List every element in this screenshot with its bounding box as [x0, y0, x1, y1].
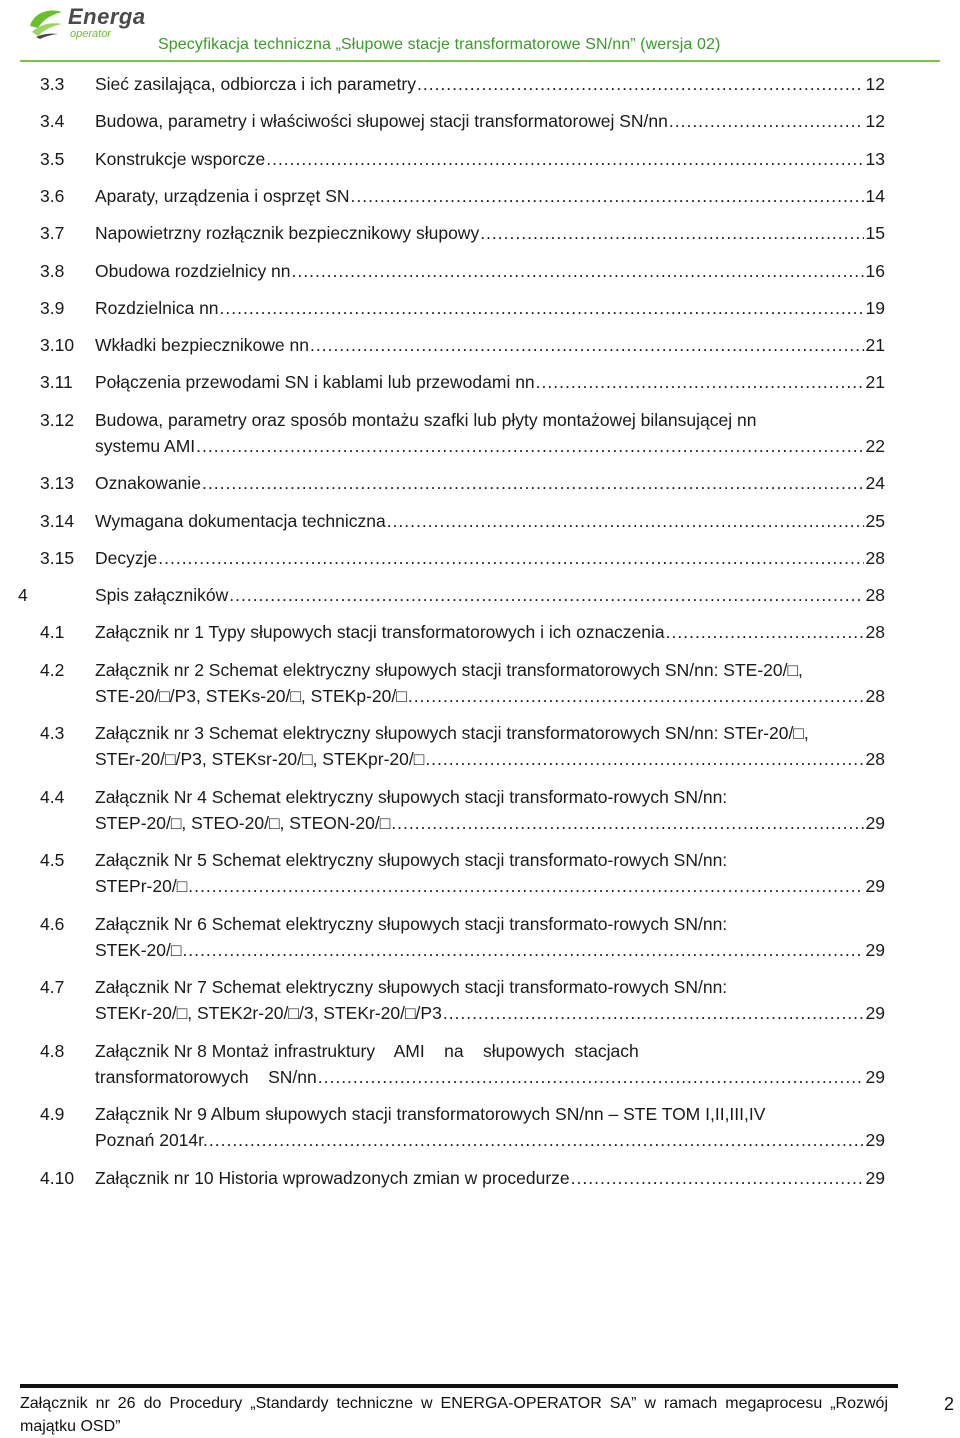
toc-entry-title: STEK-20/□	[95, 939, 182, 960]
footer-caption: Załącznik nr 26 do Procedury „Standardy techniczne w ENERGA-OPERATOR SA” w ramach megaprocesu „Rozwój majątku OSD”	[20, 1395, 888, 1435]
toc-entry-title: Załącznik nr 10 Historia wprowadzonych zmian w procedurze	[95, 1167, 570, 1188]
toc-entry-page: 21	[865, 335, 885, 356]
toc-dot-leader	[182, 937, 863, 963]
toc-entry-title: Budowa, parametry oraz sposób montażu szafki lub płyty montażowej bilansującej nn	[95, 409, 757, 430]
toc-entry-title: Wymagana dokumentacja techniczna	[95, 510, 386, 531]
toc-dot-leader	[391, 810, 863, 836]
toc-entry-number: 3.13	[40, 473, 75, 494]
toc-entry-number: 4.10	[40, 1167, 75, 1188]
toc-entry-page: 25	[865, 510, 885, 531]
toc-entry-title: Decyzje	[95, 547, 158, 568]
toc-dot-leader	[202, 470, 863, 496]
toc-dot-leader	[387, 508, 864, 534]
toc-entry-number: 4.4	[40, 786, 65, 807]
toc-entry-number: 3.11	[40, 372, 73, 393]
toc-entry-number: 4.6	[40, 913, 65, 934]
toc-dot-leader	[408, 683, 864, 709]
toc-entry-number: 3.10	[40, 335, 75, 356]
toc-entry-page: 28	[865, 685, 885, 706]
toc-dot-leader	[351, 183, 864, 209]
toc-entry-page: 29	[865, 812, 885, 833]
toc-dot-leader	[209, 1127, 864, 1153]
logo-wordmark: Energa	[68, 4, 146, 29]
toc-entry-page: 21	[865, 372, 885, 393]
toc-entry-title: systemu AMI	[95, 435, 196, 456]
toc-entry-title: Załącznik nr 3 Schemat elektryczny słupowych stacji transformatorowych SN/nn: STEr-20/□,	[95, 723, 809, 744]
toc-dot-leader	[292, 258, 864, 284]
toc-entry-number: 3.14	[40, 510, 75, 531]
toc-entry-number: 3.12	[40, 409, 75, 430]
toc-entry-page: 19	[865, 297, 885, 318]
toc-entry-title: Załącznik nr 1 Typy słupowych stacji transformatorowych i ich oznaczenia	[95, 622, 665, 643]
toc-entry-number: 4.9	[40, 1104, 65, 1125]
toc-entry-title: transformatorowych SN/nn	[95, 1066, 317, 1087]
toc-entry-number: 4.7	[40, 977, 65, 998]
toc-entry-page: 16	[865, 260, 885, 281]
toc-entry-number: 4.3	[40, 723, 65, 744]
logo-subtitle: operator	[70, 28, 111, 40]
toc-entry-page: 12	[865, 111, 885, 132]
toc-dot-leader	[480, 220, 863, 246]
toc-dot-leader	[158, 545, 863, 571]
toc-entry-page: 29	[865, 1003, 885, 1024]
toc-dot-leader	[536, 369, 864, 395]
toc-entry-title: Sieć zasilająca, odbiorcza i ich parametry	[95, 74, 416, 94]
toc-entry-number: 4	[18, 585, 28, 606]
toc-entry-title: STEP-20/□, STEO-20/□, STEON-20/□	[95, 812, 391, 833]
toc-entry-number: 4.1	[40, 622, 65, 643]
toc-dot-leader	[571, 1165, 864, 1191]
toc-entry-page: 29	[865, 1167, 885, 1188]
toc-entry-number: 3.8	[40, 260, 65, 281]
toc-entry-number: 3.3	[40, 74, 65, 94]
toc-entry-number: 4.5	[40, 850, 65, 871]
toc-entry-title: Wkładki bezpiecznikowe nn	[95, 335, 309, 356]
toc-entry-title: Napowietrzny rozłącznik bezpiecznikowy słupowy	[95, 223, 480, 244]
toc-entry-title: Spis załączników	[95, 585, 229, 606]
page-number: 2	[944, 1394, 955, 1414]
toc-entry-title: Poznań 2014r.	[95, 1130, 208, 1151]
toc-dot-leader	[310, 332, 864, 358]
toc-entry-number: 4.2	[40, 659, 65, 680]
toc-entry-page: 29	[865, 1066, 885, 1087]
toc-dot-leader	[220, 295, 864, 321]
toc-dot-leader	[196, 433, 863, 459]
toc-entry-page: 29	[865, 876, 885, 897]
toc-dot-leader	[417, 71, 864, 97]
toc-entry-page: 14	[865, 185, 885, 206]
toc-dot-leader	[188, 873, 863, 899]
toc-entry-title: STEPr-20/□	[95, 876, 188, 897]
toc-entry-title: STE-20/□/P3, STEKs-20/□, STEKp-20/□	[95, 685, 407, 706]
toc-entry-title: Załącznik Nr 7 Schemat elektryczny słupowych stacji transformato-rowych SN/nn:	[95, 977, 728, 998]
toc-dot-leader	[318, 1064, 864, 1090]
toc-entry-title: Załącznik Nr 8 Montaż infrastruktury AMI na słupowych stacjach	[95, 1040, 639, 1061]
toc-entry-page: 13	[865, 148, 885, 169]
toc-entry-title: Połączenia przewodami SN i kablami lub przewodami nn	[95, 372, 535, 393]
toc-entry-page: 15	[865, 223, 885, 244]
toc-dot-leader	[666, 619, 864, 645]
toc-entry-page: 28	[865, 622, 885, 643]
toc-entry-title: Rozdzielnica nn	[95, 297, 219, 318]
toc-dot-leader	[229, 582, 863, 608]
toc-entry-title: Konstrukcje wsporcze	[95, 148, 266, 169]
toc-entry-title: STEKr-20/□, STEK2r-20/□/3, STEKr-20/□/P3	[95, 1003, 442, 1024]
toc-entry-number: 3.4	[40, 111, 65, 132]
toc-entry-title: Załącznik nr 2 Schemat elektryczny słupowych stacji transformatorowych SN/nn: STE-20/□,	[95, 659, 803, 680]
toc-dot-leader	[425, 746, 863, 772]
toc-entry-title: Załącznik Nr 9 Album słupowych stacji transformatorowych SN/nn – STE TOM I,II,III,IV	[95, 1104, 766, 1125]
toc-entry-title: Budowa, parametry i właściwości słupowej stacji transformatorowej SN/nn	[95, 111, 668, 132]
toc-entry-title: Obudowa rozdzielnicy nn	[95, 260, 291, 281]
toc-entry-page: 28	[865, 749, 885, 770]
toc-entry-title: Załącznik Nr 4 Schemat elektryczny słupowych stacji transformato-rowych SN/nn:	[95, 786, 728, 807]
toc-entry-number: 3.5	[40, 148, 65, 169]
toc-entry-title: STEr-20/□/P3, STEKsr-20/□, STEKpr-20/□	[95, 749, 425, 770]
toc-entry-title: Załącznik Nr 5 Schemat elektryczny słupowych stacji transformato-rowych SN/nn:	[95, 850, 728, 871]
toc-entry-title: Aparaty, urządzenia i osprzęt SN	[95, 185, 350, 206]
toc-entry-page: 29	[865, 939, 885, 960]
footer-divider	[20, 1384, 898, 1388]
toc-entry-title: Załącznik Nr 6 Schemat elektryczny słupowych stacji transformato-rowych SN/nn:	[95, 913, 728, 934]
toc-dot-leader	[266, 146, 863, 172]
leaf-logo-icon	[28, 6, 66, 40]
toc-entry-number: 3.9	[40, 297, 65, 318]
toc-dot-leader	[443, 1000, 864, 1026]
energa-operator-logo	[28, 6, 168, 42]
toc-entry-page: 28	[865, 547, 885, 568]
toc-entry-number: 3.6	[40, 185, 65, 206]
toc-entry-page: 22	[865, 435, 885, 456]
toc-entry-page: 12	[865, 74, 885, 94]
header-divider	[20, 60, 940, 62]
toc-entry-number: 3.15	[40, 547, 75, 568]
document-header-title: Specyfikacja techniczna „Słupowe stacje transformatorowe SN/nn” (wersja 02)	[158, 36, 721, 53]
toc-entry-page: 28	[865, 585, 885, 606]
toc-entry-page: 24	[865, 473, 885, 494]
toc-entry-title: Oznakowanie	[95, 473, 202, 494]
toc-entry-number: 3.7	[40, 223, 65, 244]
toc-dot-leader	[669, 108, 864, 134]
toc-entry-number: 4.8	[40, 1040, 65, 1061]
toc-entry-page: 29	[865, 1130, 885, 1151]
